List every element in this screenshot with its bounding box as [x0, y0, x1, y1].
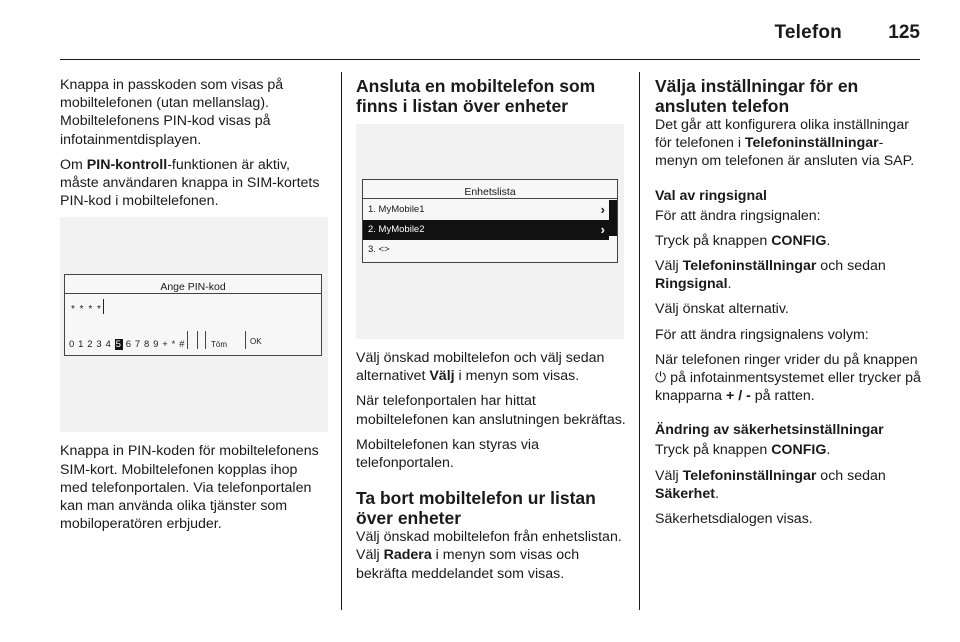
key-separator	[197, 331, 198, 349]
pin-entry-screenshot	[60, 217, 328, 432]
pin-keypad: 0 1 2 3 4 5 6 7 8 9 + * #	[69, 339, 186, 351]
pin-entry-field: * * * *	[71, 304, 102, 316]
text-caret	[103, 299, 104, 314]
paragraph: Mobiltelefonen kan styras via telefonportalen.	[356, 436, 539, 472]
screen-title: Ange PIN-kod	[160, 281, 226, 294]
paragraph: Knappa in PIN-koden för mobiltelefonens SIM-kort. Mobiltelefonen kopplas ihop med telefonportalen. Via telefonportalen kan man använda olika tjänster som mobiloperatören erbjuder.	[60, 443, 319, 533]
paragraph: Knappa in passkoden som visas på mobiltelefonen (utan mellanslag). Mobiltelefonens PIN-kod visas på infotainmentdisplayen.	[60, 77, 284, 148]
key-separator	[187, 331, 188, 349]
pin-screen	[64, 274, 322, 356]
chevron-right-icon: ›	[600, 222, 605, 237]
page-number: 125	[888, 22, 920, 43]
paragraph: När telefonportalen har hittat mobiltelefonen kan anslutningen bekräftas.	[356, 393, 626, 428]
paragraph: För att ändra ringsignalen:	[655, 207, 821, 224]
paragraph: Välj önskad mobiltelefon och välj sedan alternativet Välj i menyn som visas.	[356, 350, 605, 385]
section-heading: Ansluta en mobiltelefon som finns i listan över enheter	[356, 76, 596, 116]
column-1	[60, 76, 328, 540]
power-knob-icon: ⏻	[655, 370, 667, 387]
list-item: 1. MyMobile1 ›	[363, 200, 609, 220]
column-2	[356, 76, 626, 590]
subsection-heading: Val av ringsignal	[655, 187, 767, 204]
page-title: Telefon	[774, 22, 842, 43]
chevron-right-icon: ›	[600, 202, 605, 217]
screen-title: Enhetslista	[464, 186, 516, 198]
section-heading: Välja inställningar för en ansluten telefon	[655, 76, 859, 116]
column-divider	[341, 72, 342, 610]
paragraph: För att ändra ringsignalens volym:	[655, 326, 869, 343]
key-separator	[245, 331, 246, 349]
paragraph: Välj Telefoninställningar och sedan Ringsignal.	[655, 258, 886, 293]
column-divider	[639, 72, 640, 610]
paragraph: Välj Telefoninställningar och sedan Säkerhet.	[655, 467, 886, 502]
subsection-heading: Ändring av säkerhetsinställningar	[655, 422, 884, 439]
selected-key: 5	[115, 339, 122, 351]
scroll-bar	[609, 200, 617, 236]
list-item-selected: 2. MyMobile2 ›	[363, 220, 609, 240]
paragraph: När telefonen ringer vrider du på knappen ⏻ på infotainmentsystemet eller trycker på knapparna + / - på ratten.	[655, 351, 921, 405]
paragraph: Tryck på knappen CONFIG.	[655, 232, 831, 249]
key-separator	[205, 331, 206, 349]
device-list-screen	[362, 179, 618, 263]
header-rule	[60, 59, 920, 60]
paragraph: Säkerhetsdialogen visas.	[655, 511, 813, 528]
section-heading: Ta bort mobiltelefon ur listan över enheter	[356, 488, 596, 529]
paragraph: Det går att konfigurera olika inställningar för telefonen i Telefoninställningar-menyn om telefonen är ansluten via SAP.	[655, 117, 915, 170]
paragraph: Om PIN-kontroll-funktionen är aktiv, måste användaren knappa in SIM-kortets PIN-kod i mobiltelefonen.	[60, 156, 320, 210]
column-3	[655, 76, 923, 535]
delete-key: Töm	[211, 340, 227, 350]
device-list-screenshot	[356, 124, 624, 339]
divider	[363, 198, 617, 199]
page-header	[0, 0, 960, 60]
list-item: 3. <>	[368, 244, 390, 255]
paragraph: Välj önskat alternativ.	[655, 301, 789, 318]
divider	[65, 293, 321, 294]
paragraph: Välj önskad mobiltelefon från enhetslistan. Välj Radera i menyn som visas och bekräfta meddelandet som visas.	[356, 529, 622, 582]
ok-key: OK	[250, 337, 262, 347]
paragraph: Tryck på knappen CONFIG.	[655, 442, 831, 459]
